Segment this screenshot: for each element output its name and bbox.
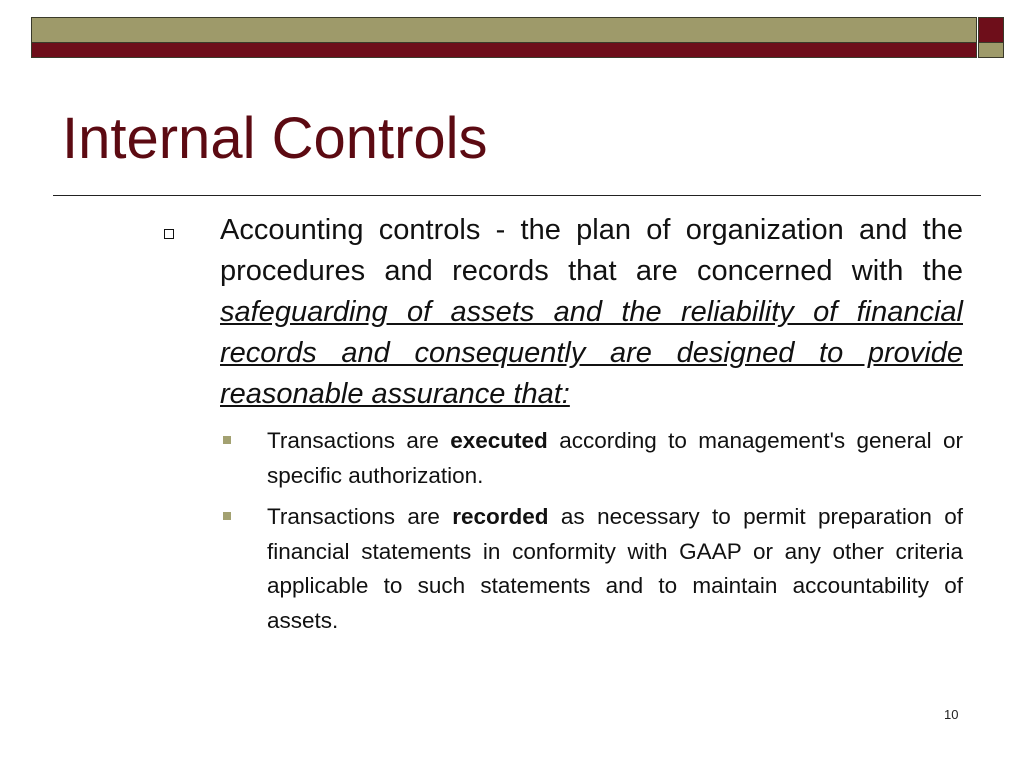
slide-title: Internal Controls xyxy=(62,106,488,171)
sub-bullet-keyword: recorded xyxy=(452,504,549,529)
slide-body xyxy=(160,210,963,638)
sub-bullet-text xyxy=(267,424,963,493)
sub-bullet-rest: as necessary to permit preparation of financial statements in conformity with GAAP or any other criteria applicable to such statements and to maintain accountability of assets. xyxy=(267,504,963,633)
sub-bullet-lead: Transactions are xyxy=(267,504,453,529)
sub-bullet-recorded xyxy=(160,500,963,638)
main-bullet-emphasis: safeguarding of assets and the reliability of financial records and consequently are designed to provide reasonable assurance that: xyxy=(220,296,963,410)
header-square-olive xyxy=(978,43,1004,58)
main-bullet-lead: Accounting controls - the plan of organization and the procedures and records that are concerned with the xyxy=(220,214,963,287)
sub-bullet-text xyxy=(267,500,963,638)
header-square-maroon xyxy=(978,17,1004,43)
hollow-square-bullet-icon xyxy=(164,229,174,239)
sub-bullet-rest: according to management's general or specific authorization. xyxy=(267,428,963,488)
filled-square-bullet-icon xyxy=(223,436,231,444)
sub-bullet-executed xyxy=(160,424,963,493)
sub-bullet-lead: Transactions are xyxy=(267,428,451,453)
header-band-maroon xyxy=(31,43,977,58)
sub-bullet-keyword: executed xyxy=(450,428,548,453)
page-number: 10 xyxy=(944,707,959,722)
title-divider xyxy=(53,195,981,196)
main-bullet-text xyxy=(220,210,963,415)
header-band-olive xyxy=(31,17,977,43)
main-bullet xyxy=(160,210,963,415)
filled-square-bullet-icon xyxy=(223,512,231,520)
